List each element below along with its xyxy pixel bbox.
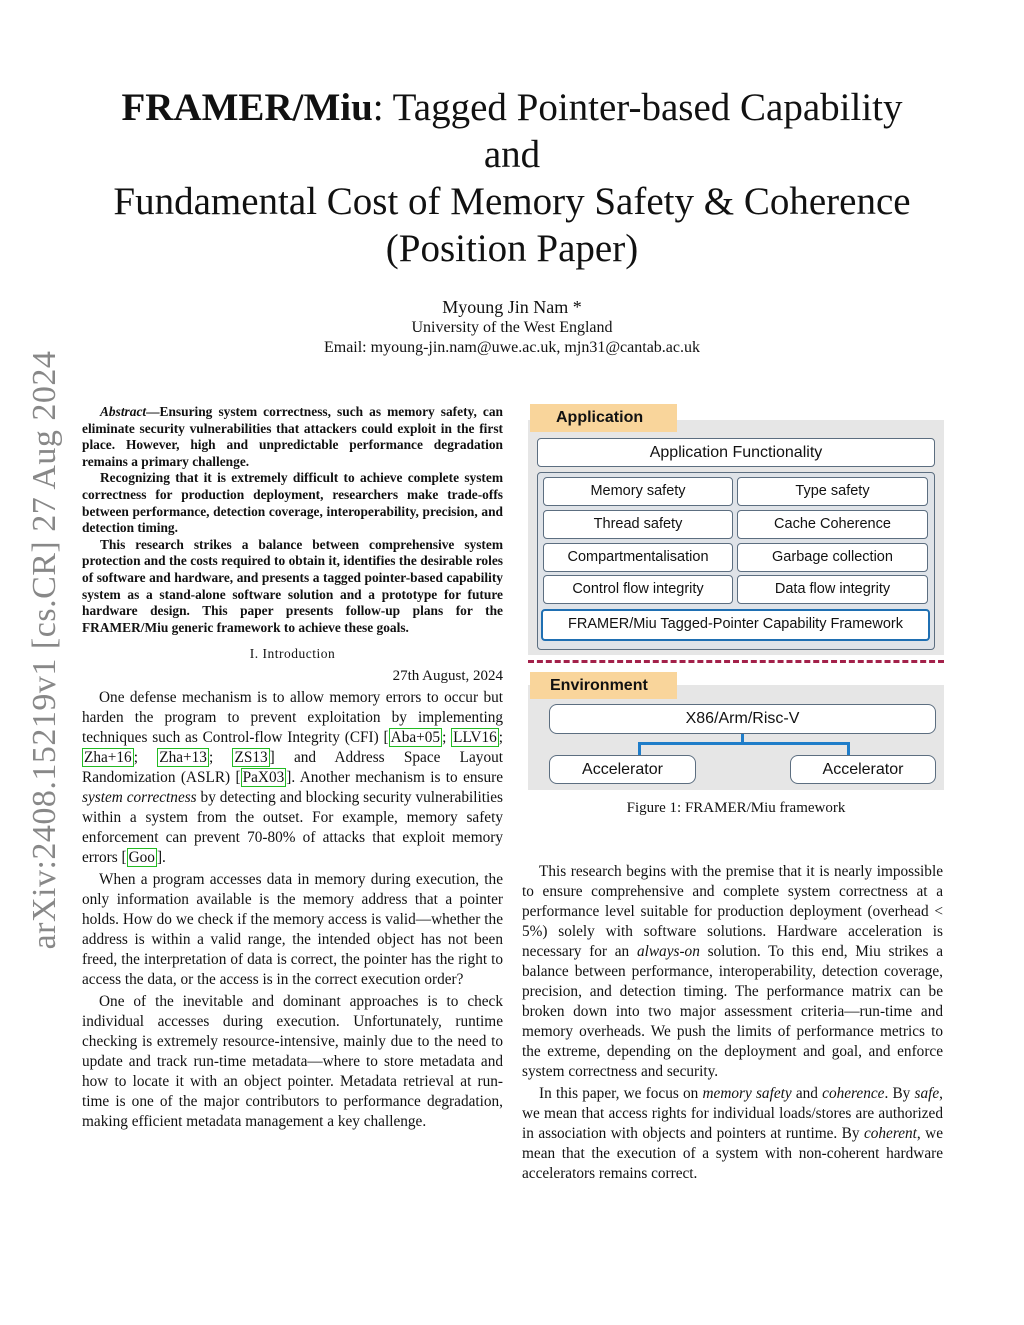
- intro-p1: One defense mechanism is to allow memory errors to occur but harden the program to prevent exploitation by implementing techniques such as Control-flow Integrity (CFI) [ Aba+05 ; LLV16 ; Zha+16 ; Zha+13 ; ZS13 ] and Address Space Layout Randomization (ASLR) [ PaX03 ]. Another mechanism is to ensure system correctness by detecting and blocking security vulnerabilities within a system from the outset. For example, memory safety enforcement can prevent 70-80% of attacks that exploit memory errors [ Goo ].: [82, 689, 504, 867]
- author-name: Myoung Jin Nam *: [442, 297, 582, 317]
- right-p2: In this paper, we focus on memory safety and coherence. By safe, we mean that access rights for individual loads/stores are authorized in association with objects and pointers at runtime. By coherent, we mean that the execution of a system with non-coherent hardware accelerators remains correct.: [522, 1085, 943, 1182]
- title-bold: FRAMER/Miu: [121, 86, 373, 129]
- title-line4: (Position Paper): [385, 227, 639, 270]
- environment-tab: Environment: [530, 672, 677, 699]
- feature-type-safety: Type safety: [737, 477, 928, 506]
- citation-link[interactable]: Goo: [128, 849, 155, 867]
- accelerator-left: Accelerator: [549, 755, 696, 784]
- right-column: [522, 862, 943, 1186]
- author-affiliation: University of the West England: [411, 319, 613, 336]
- figure-caption: Figure 1: FRAMER/Miu framework: [626, 800, 846, 816]
- intro-p3: One of the inevitable and dominant approaches is to check individual accesses during execution. Unfortunately, runtime checking is extremely resource-intensive, mainly due to the need to update and track run-time metadata—where to store metadata and how to locate it with an object pointer. Metadata retrieval at run-time is one of the major contributors to performance degradation, making efficient metadata management a key challenge.: [82, 993, 503, 1131]
- paper-title: [60, 84, 964, 272]
- arxiv-id[interactable]: arXiv:2408.15219v1 [cs.CR] 27 Aug 2024: [26, 350, 63, 950]
- citation-link[interactable]: LLV16: [453, 729, 497, 747]
- framework-box: FRAMER/Miu Tagged-Pointer Capability Framework: [541, 609, 930, 641]
- title-line2: and: [483, 133, 541, 176]
- paper-date: 27th August, 2024: [392, 668, 503, 685]
- connector-bar: [638, 742, 850, 745]
- arxiv-side-label: [20, 350, 70, 950]
- abstract-p2: Recognizing that it is extremely difficult to achieve complete system correctness for production deployment, researchers make trade-offs between performance, detection coverage, interoperability, precision, and detection timing.: [82, 470, 503, 536]
- application-tab: Application: [530, 404, 677, 432]
- citation-link[interactable]: Zha+13: [159, 749, 207, 767]
- author-email[interactable]: Email: myoung-jin.nam@uwe.ac.uk, mjn31@cantab.ac.uk: [323, 339, 701, 356]
- feature-compartmentalisation: Compartmentalisation: [543, 543, 733, 572]
- connector-left: [638, 742, 641, 755]
- connector-right: [847, 742, 850, 755]
- abstract-p3: This research strikes a balance between comprehensive system protection and the costs required to obtain it, identifies the desirable roles of software and hardware, and presents a tagged pointer-based capability system as a stand-alone software solution and a prototype for future hardware design. This paper presents follow-up plans for the FRAMER/Miu generic framework to achieve these goals.: [82, 536, 503, 635]
- citation-link[interactable]: Zha+16: [84, 749, 132, 767]
- left-column: [82, 404, 503, 1134]
- architecture-box: X86/Arm/Risc-V: [549, 704, 936, 734]
- feature-memory-safety: Memory safety: [543, 477, 733, 506]
- intro-p2: When a program accesses data in memory during execution, the only information available is the memory address that a pointer holds. How do we check if the memory access is valid—whether the address is within a valid range, the intended object has not been freed, the interpretation of data is correct, the pointer has the right to access the data, or the access is in the correct execution order?: [82, 871, 503, 989]
- feature-data-flow-integrity: Data flow integrity: [737, 575, 928, 604]
- citation-link[interactable]: Aba+05: [390, 729, 441, 747]
- feature-control-flow-integrity: Control flow integrity: [543, 575, 733, 604]
- feature-thread-safety: Thread safety: [543, 510, 733, 539]
- citation-link[interactable]: ZS13: [234, 749, 268, 767]
- abstract-p1: —Ensuring system correctness, such as memory safety, can eliminate security vulnerabilities that attackers could exploit in the first place. However, high and unpredictable performance degradation remains a primary challenge.: [82, 404, 503, 469]
- author-block: [150, 296, 874, 358]
- feature-cache-coherence: Cache Coherence: [737, 510, 928, 539]
- title-line3: Fundamental Cost of Memory Safety & Coherence: [113, 180, 911, 223]
- right-p1: This research begins with the premise that it is nearly impossible to ensure comprehensive and complete system correctness at a performance level suitable for production deployment (overhead < 5%) solely with software solutions. Hardware acceleration is necessary for an always-on solution. To this end, Miu strikes a balance between performance, interoperability, detection coverage, precision, and detection timing. The performance matrix can be broken down into two major assessment criteria—run-time and memory overheads. We push the limits of performance metrics to the extreme, depending on the deployment and goal, and enforce system correctness and security.: [522, 863, 944, 1080]
- abstract-lead: Abstract: [100, 404, 147, 419]
- accelerator-right: Accelerator: [790, 755, 936, 784]
- feature-garbage-collection: Garbage collection: [737, 543, 928, 572]
- title-line1: : Tagged Pointer-based Capability: [372, 86, 903, 129]
- section-heading: I. Introduction: [249, 646, 336, 662]
- citation-link[interactable]: PaX03: [242, 769, 285, 787]
- application-functionality-box: Application Functionality: [537, 438, 935, 467]
- abstract: [82, 404, 503, 636]
- divider-dashed: [528, 660, 944, 663]
